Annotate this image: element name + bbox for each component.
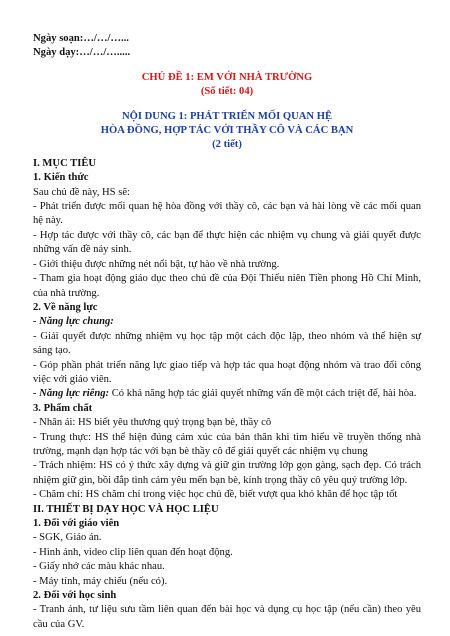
- content-periods: (2 tiết): [212, 139, 242, 151]
- content-title-line2: HÒA ĐỒNG, HỢP TÁC VỚI THẦY CÔ VÀ CÁC BẠN: [100, 125, 354, 137]
- student-heading: 2. Đối với học sinh: [33, 590, 117, 602]
- topic-periods: (Số tiết: 04): [200, 86, 254, 98]
- quality-item: - Trách nhiệm: HS có ý thức xây dựng và giữ gìn trường lớp gọn gàng, sạch đẹp. Có trách nhiệm giữ gìn, bồi đắp tình cảm yêu mến bạn bè, kính trọng thầy cô yêu quý trường lớp.: [33, 460, 421, 486]
- knowledge-item: - Hợp tác được với thầy cô, các bạn để thực hiện các nhiệm vụ chung và giải quyết được những vấn đề nảy sinh.: [33, 229, 421, 256]
- topic-title: CHỦ ĐỀ 1: EM VỚI NHÀ TRƯỜNG: [141, 71, 313, 83]
- knowledge-item: - Phát triển được mối quan hệ hòa đồng với thầy cô, các bạn và hài lòng về các mối quan hệ này.: [33, 201, 421, 227]
- teacher-item: - SGK, Giáo án.: [33, 532, 102, 544]
- knowledge-heading: 1. Kiến thức: [33, 172, 89, 184]
- specific-competence: [33, 387, 421, 401]
- document-body: [33, 32, 421, 632]
- date-prepared: Ngày soạn:…/…/…...: [33, 33, 129, 44]
- teacher-item: - Giấy nhớ các màu khác nhau.: [33, 561, 165, 573]
- teacher-item: - Máy tính, máy chiếu (nếu có).: [33, 575, 168, 587]
- teacher-item: - Hình ảnh, video clip liên quan đến hoạt động.: [33, 546, 233, 558]
- knowledge-intro: Sau chủ đề này, HS sẽ:: [33, 186, 130, 198]
- content-title-line1: NỘI DUNG 1: PHÁT TRIỂN MỐI QUAN HỆ: [121, 110, 333, 122]
- quality-item: - Chăm chỉ: HS chăm chỉ trong việc học chủ đề, biết vượt qua khó khăn để học tập tốt: [33, 489, 398, 501]
- specific-competence-label: - Năng lực riêng:: [33, 388, 110, 400]
- section-objectives-heading: I. MỤC TIÊU: [33, 157, 97, 169]
- section-equipment-heading: II. THIẾT BỊ DẠY HỌC VÀ HỌC LIỆU: [33, 503, 219, 515]
- general-competence-item: - Giải quyết được những nhiệm vụ học tập một cách độc lập, theo nhóm và thể hiện sự sáng tạo.: [33, 330, 421, 357]
- student-item: - Tranh ảnh, tư liệu sưu tầm liên quan đến bài học và dụng cụ học tập (nếu cần) theo yêu cầu của GV.: [33, 604, 421, 630]
- date-taught: Ngày dạy:…/…/….....: [33, 47, 131, 59]
- quality-item: - Nhân ái: HS biết yêu thương quý trọng bạn bè, thầy cô: [33, 417, 272, 429]
- general-competence-item: - Góp phần phát triển năng lực giao tiếp và hợp tác qua hoạt động nhóm và trao đổi công việc với giáo viên.: [33, 359, 421, 385]
- qualities-heading: 3. Phẩm chất: [33, 402, 93, 414]
- teacher-heading: 1. Đối với giáo viên: [33, 518, 120, 529]
- knowledge-item: - Tham gia hoạt động giáo dục theo chủ đề của Đội Thiếu niên Tiền phong Hồ Chí Minh, của nhà trường.: [33, 273, 421, 299]
- specific-competence-text: Có khả năng hợp tác giải quyết những vấn đề một cách triệt để, hài hòa.: [109, 388, 417, 400]
- knowledge-item: - Giới thiệu được những nét nổi bật, tự hào về nhà trường.: [33, 258, 280, 270]
- competence-heading: 2. Về năng lực: [33, 301, 98, 313]
- quality-item: - Trung thực: HS thể hiện đúng cảm xúc của bản thân khi tìm hiểu về truyền thống nhà trường, mạnh dạn hợp tác với bạn bè thầy cô để giải quyết các nhiệm vụ chung: [33, 431, 421, 457]
- general-competence-label: - Năng lực chung:: [33, 316, 114, 328]
